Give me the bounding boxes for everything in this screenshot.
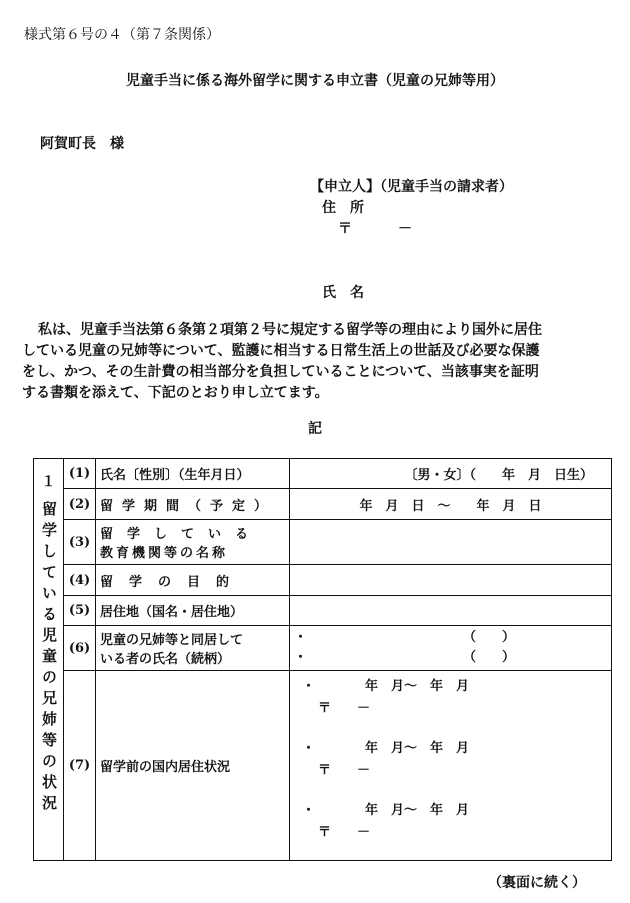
institution-name-field[interactable] [290,520,612,565]
residence-entry [294,797,607,859]
purpose-field[interactable] [290,565,612,596]
relationship-paren: （ ） [462,650,515,665]
postal-dash: － [357,825,371,840]
row-label-residence: 居住地（国名・居住地） [96,596,290,626]
residence-period: 年 月～ 年 月 [365,803,470,818]
relationship-paren: （ ） [462,630,515,645]
row-number: (3) [64,520,96,565]
statement-line: する書類を添えて、下記のとおり申し立てます。 [22,385,329,401]
document-title: 児童手当に係る海外留学に関する申立書（児童の兄姉等用） [126,73,504,89]
postal-mark: 〒 [318,763,332,778]
statement [22,320,612,404]
row-number: (6) [64,626,96,671]
statement-line: をし、かつ、その生計費の相当部分を負担していることについて、当該事実を証明 [22,364,539,380]
row-label-name: 氏名〔性別〕（生年月日） [96,459,290,489]
section-label-cell [34,459,64,861]
row-label-study-period: 留学期間（予定） [96,489,290,520]
name-gender-birth-field[interactable]: 〔男・女〕（ 年 月 日生） [290,459,612,489]
form-number: 様式第６号の４（第７条関係） [24,27,220,43]
addressee: 阿賀町長 様 [40,136,124,152]
postal-code-field [338,218,412,238]
cohabitant-entry [294,628,607,648]
bullet: ・ [294,630,308,645]
section-number: １ [41,474,56,490]
row-number: (7) [64,671,96,861]
postal-dash: － [357,701,371,716]
postal-mark: 〒 [318,701,332,716]
row-label-line: 留学している [100,527,263,542]
status-table [33,458,612,861]
row-number: (2) [64,489,96,520]
postal-mark: 〒 [338,221,352,237]
study-period-field[interactable]: 年 月 日 ～ 年 月 日 [290,489,612,520]
cohabitants-field[interactable] [290,626,612,671]
row-label-purpose: 留学の目的 [96,565,290,596]
statement-line: している児童の兄姉等について、監護に相当する日常生活上の世話及び必要な保護 [22,343,540,359]
section-label: 留学している児童の兄姉等の状況 [40,501,58,816]
row-label-line: 教育機関等の名称 [100,546,229,561]
row-label-prior-residence: 留学前の国内居住状況 [96,671,290,861]
prior-residence-field[interactable] [290,671,612,861]
address-label: 住 所 [322,200,364,216]
residence-entry [294,735,607,797]
applicant-heading: 【申立人】（児童手当の請求者） [310,179,513,195]
row-label-line: 児童の兄姉等と同居して [100,633,244,648]
row-label-cohabitants [96,626,290,671]
row-label-institution [96,520,290,565]
continued-on-back: （裏面に続く） [488,875,586,891]
ki-heading: 記 [308,421,322,437]
residence-period: 年 月～ 年 月 [365,741,470,756]
row-number: (1) [64,459,96,489]
residence-entry [294,673,607,735]
row-label-line: いる者の氏名（続柄） [100,652,231,667]
cohabitant-entry [294,648,607,668]
postal-dash: － [398,221,412,237]
statement-line: 私は、児童手当法第６条第２項第２号に規定する留学等の理由により国外に居住 [38,322,542,338]
bullet: ・ [302,679,316,694]
residence-period: 年 月～ 年 月 [365,679,470,694]
bullet: ・ [302,803,316,818]
name-label: 氏 名 [322,285,364,301]
row-number: (4) [64,565,96,596]
bullet: ・ [302,741,316,756]
row-number: (5) [64,596,96,626]
residence-field[interactable] [290,596,612,626]
postal-mark: 〒 [318,825,332,840]
postal-dash: － [357,763,371,778]
bullet: ・ [294,650,308,665]
